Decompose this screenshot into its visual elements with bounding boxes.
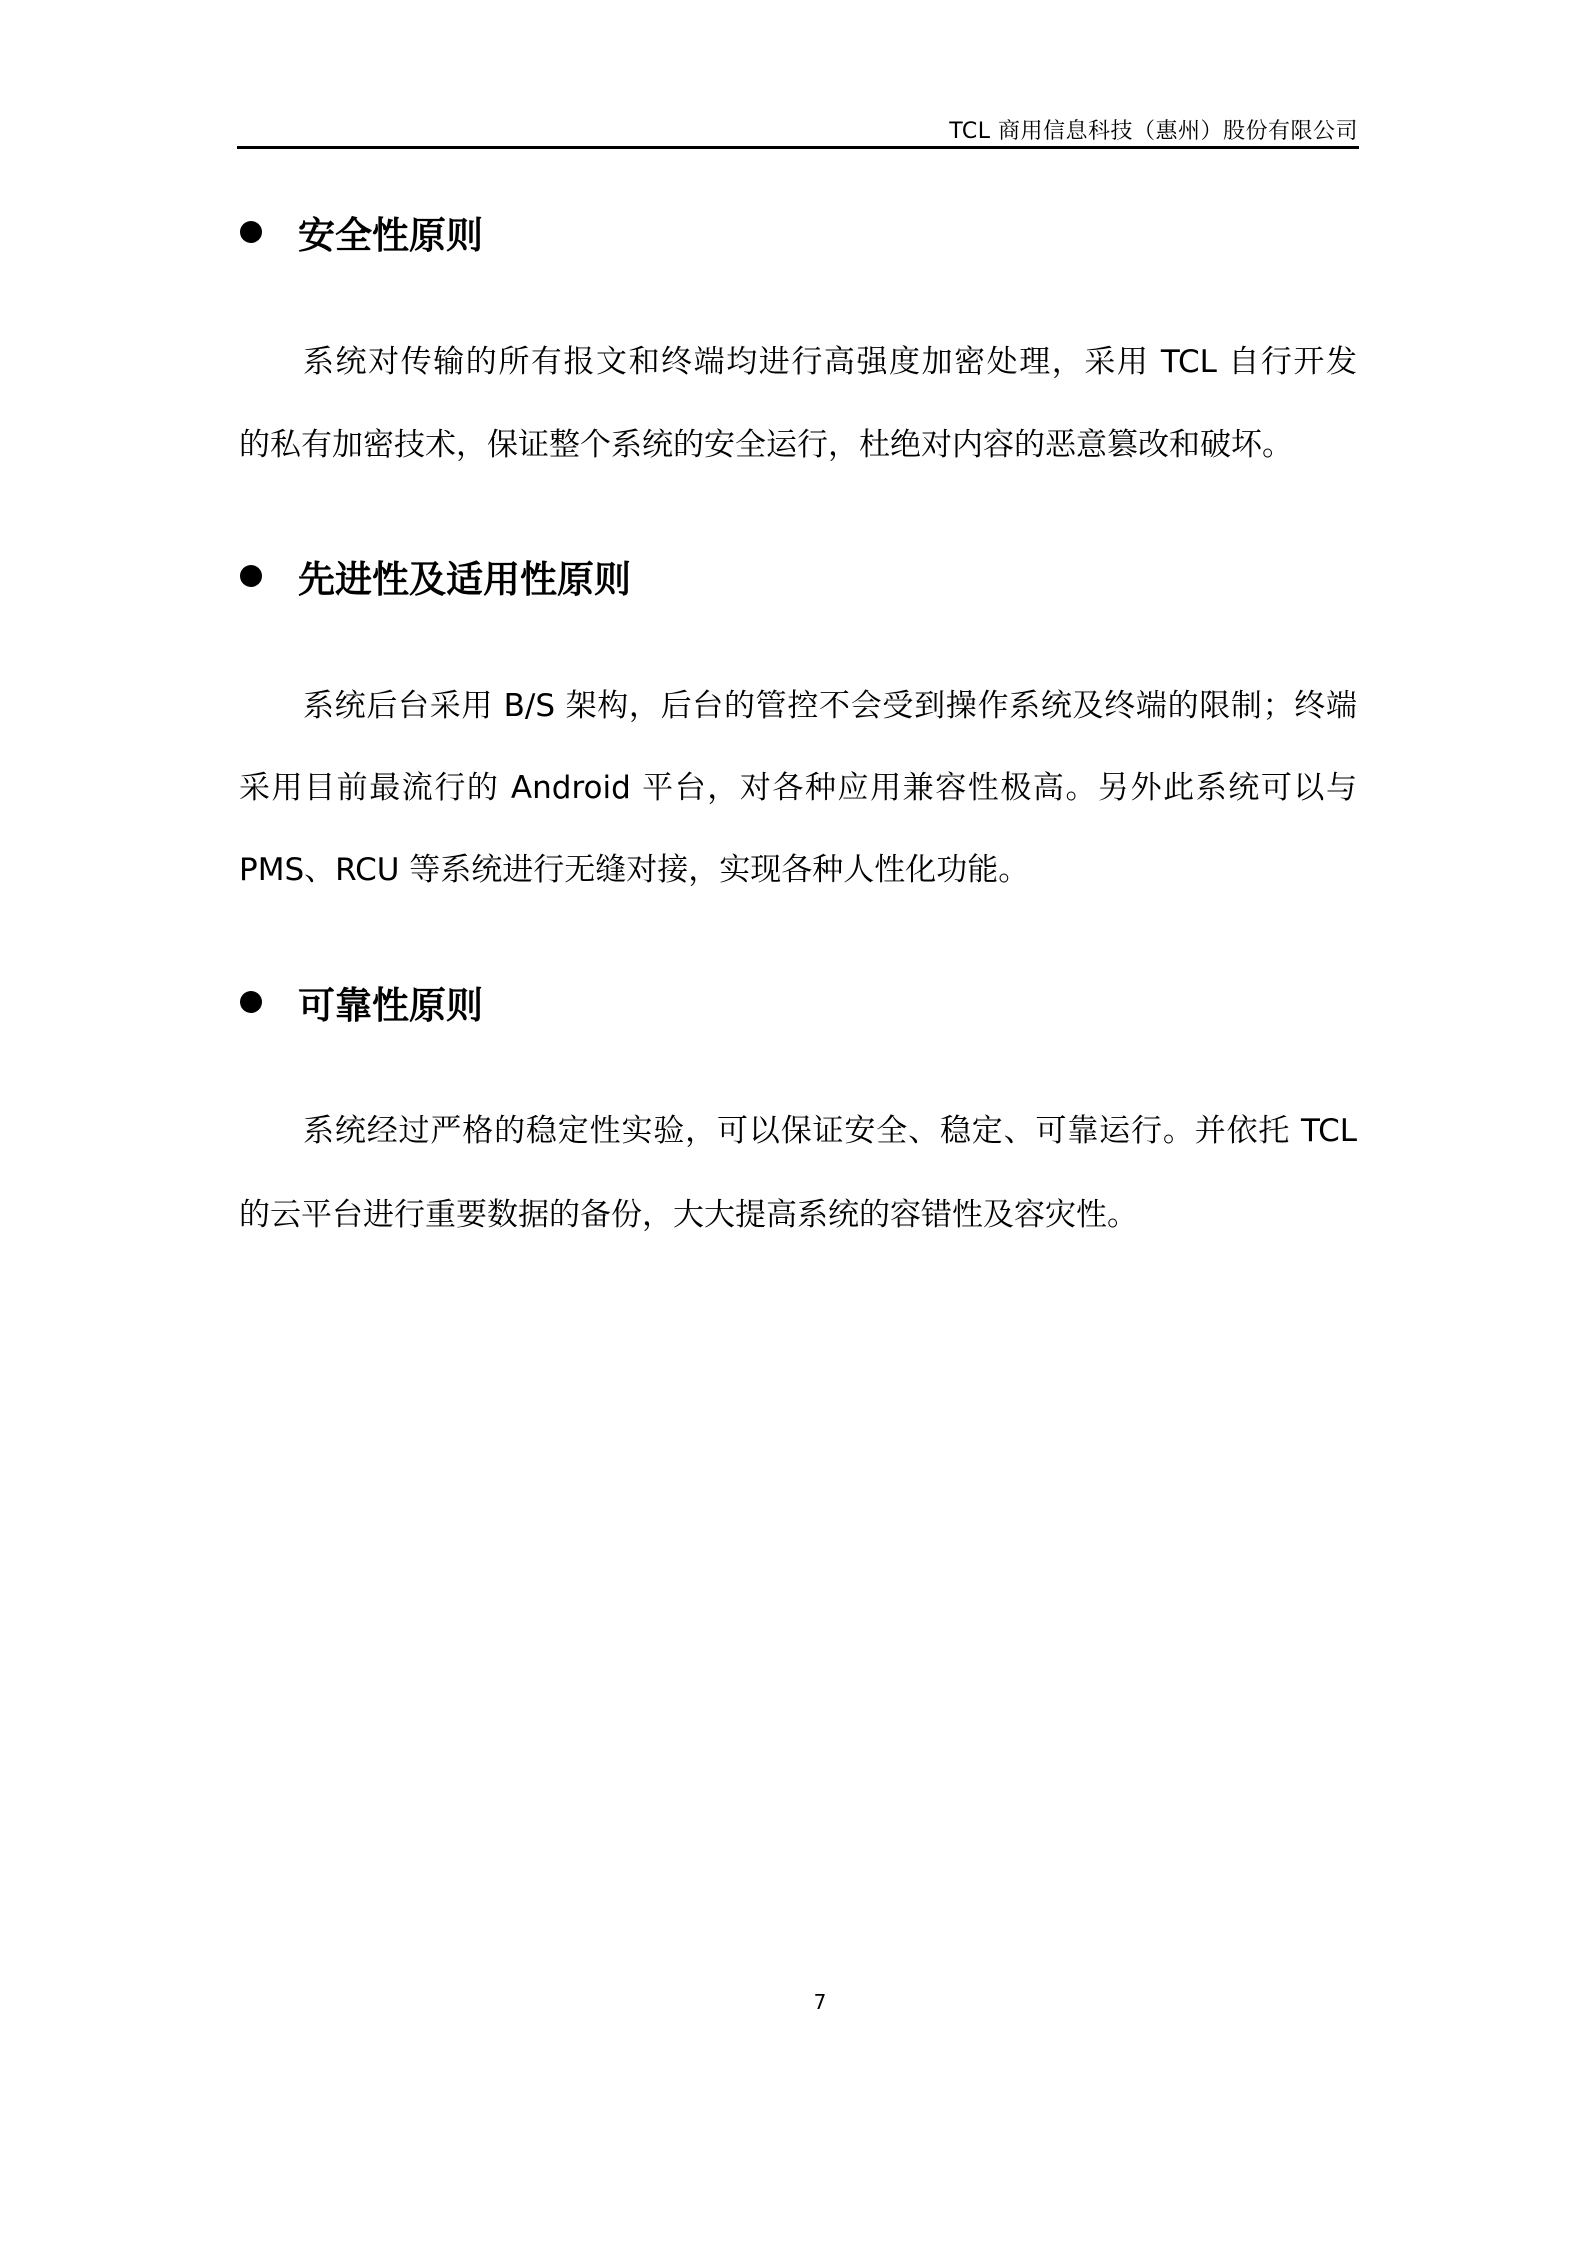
paragraph-line: 系统对传输的所有报文和终端均进行高强度加密处理，采用 TCL 自行开发	[303, 344, 1357, 380]
heading-text: 安全性原则	[298, 214, 483, 257]
header-company-name: TCL 商用信息科技（惠州）股份有限公司	[949, 119, 1358, 144]
heading-text: 先进性及适用性原则	[298, 558, 631, 601]
paragraph-line: PMS、RCU 等系统进行无缝对接，实现各种人性化功能。	[239, 852, 1030, 888]
bullet-icon	[240, 221, 262, 243]
section-heading-advanced	[240, 549, 631, 603]
bullet-icon	[240, 565, 262, 587]
section-heading-security	[240, 205, 483, 259]
paragraph-line: 系统经过严格的稳定性实验，可以保证安全、稳定、可靠运行。并依托 TCL	[303, 1113, 1357, 1149]
paragraph-line: 的云平台进行重要数据的备份，大大提高系统的容错性及容灾性。	[239, 1197, 1138, 1233]
page-number: 7	[813, 1990, 827, 2014]
paragraph-line: 采用目前最流行的 Android 平台，对各种应用兼容性极高。另外此系统可以与	[239, 770, 1357, 806]
heading-text: 可靠性原则	[298, 984, 483, 1027]
paragraph-line: 系统后台采用 B/S 架构，后台的管控不会受到操作系统及终端的限制；终端	[303, 688, 1357, 724]
section-heading-reliability	[240, 975, 483, 1029]
header-divider	[237, 146, 1359, 149]
paragraph-line: 的私有加密技术，保证整个系统的安全运行，杜绝对内容的恶意篡改和破坏。	[239, 427, 1293, 463]
bullet-icon	[240, 991, 262, 1013]
